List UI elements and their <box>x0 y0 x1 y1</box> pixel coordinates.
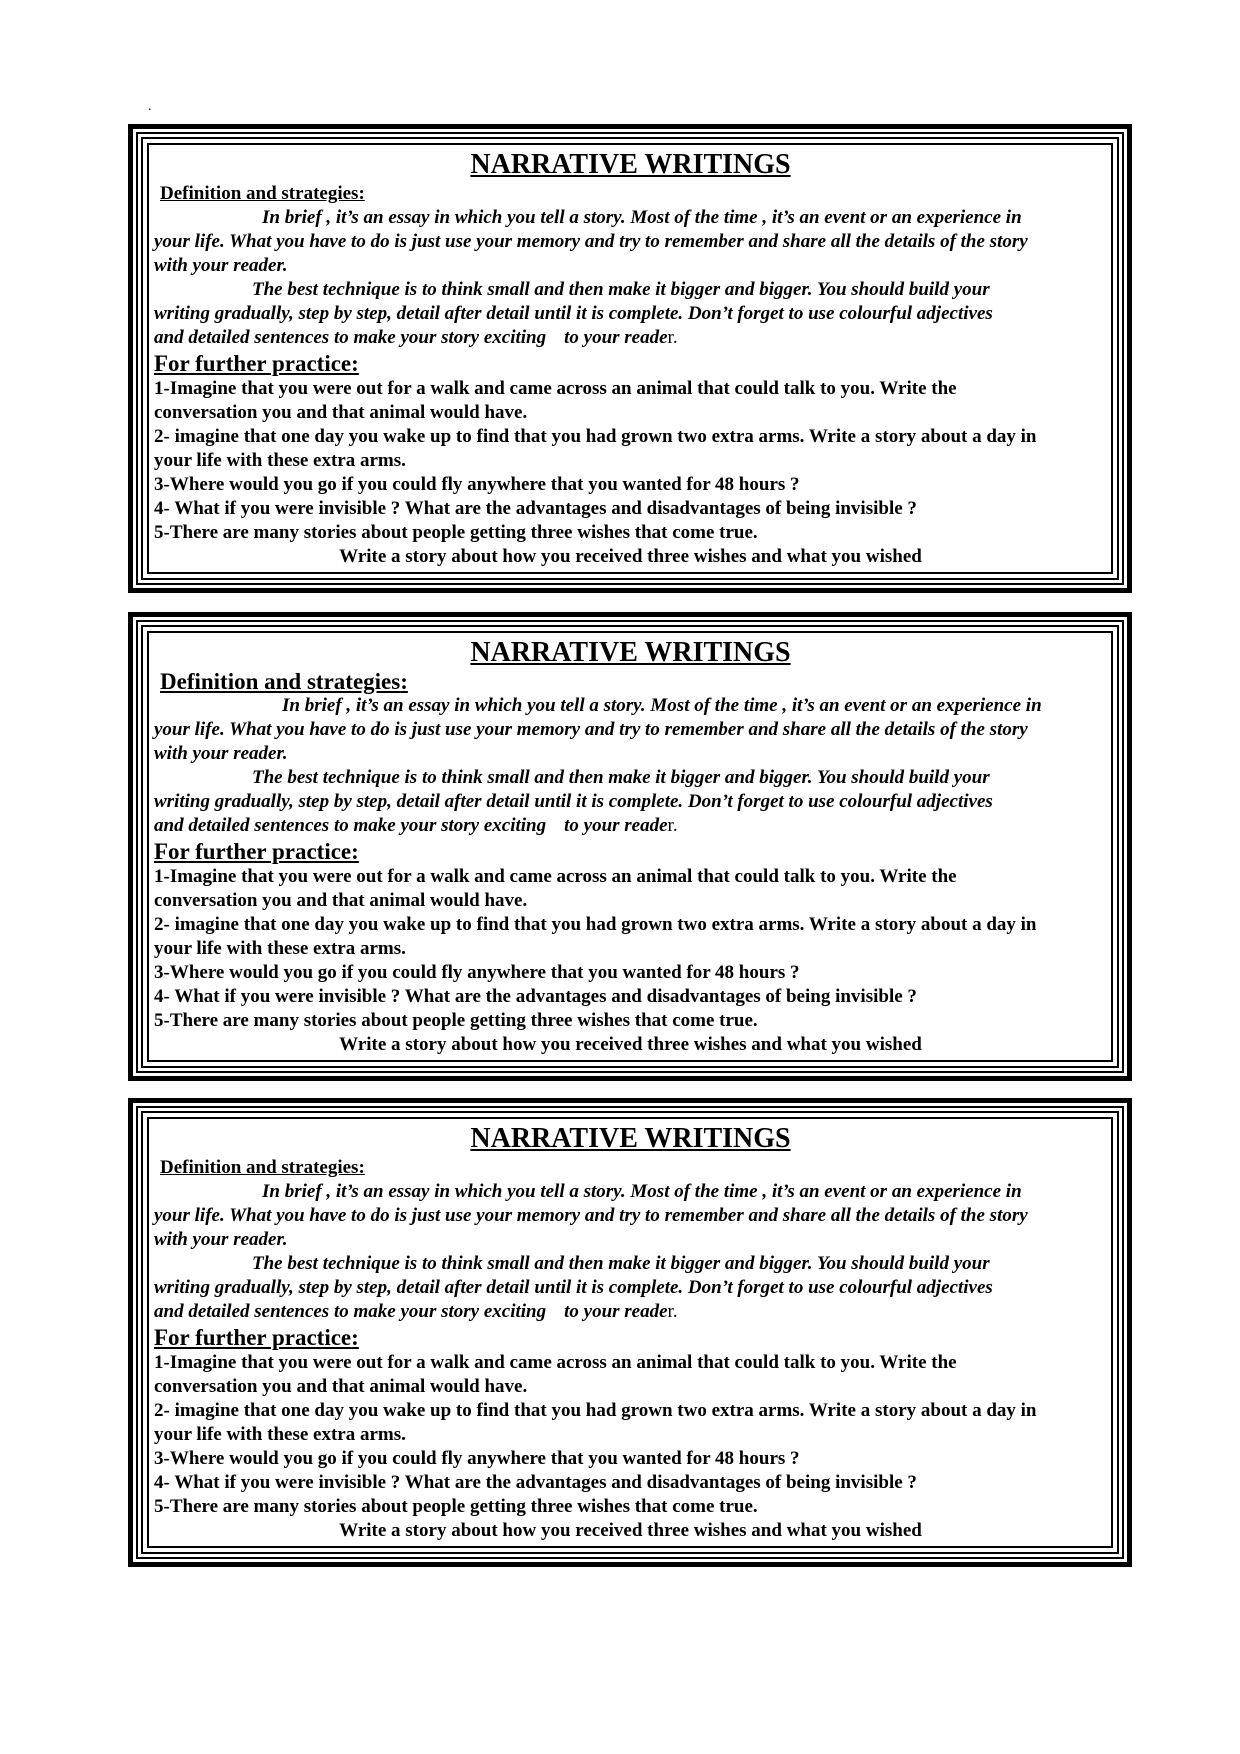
question-5-prompt: Write a story about how you received three wishes and what you wished <box>339 546 922 567</box>
card-title: NARRATIVE WRITINGS <box>470 637 791 668</box>
page-mark: . <box>148 99 152 114</box>
question-list <box>154 377 1107 545</box>
question-5-prompt: Write a story about how you received three wishes and what you wished <box>339 1520 922 1541</box>
practice-heading: For further practice: <box>154 1325 359 1350</box>
question-line: 3-Where would you go if you could fly anywhere that you wanted for 48 hours ? <box>154 474 800 495</box>
question-line: 2- imagine that one day you wake up to find that you had grown two extra arms. Write a story about a day in <box>154 1400 1037 1421</box>
question-line: 3-Where would you go if you could fly anywhere that you wanted for 48 hours ? <box>154 962 800 983</box>
question-line: your life with these extra arms. <box>154 938 406 959</box>
definition-paragraph-1: In brief , it’s an essay in which you tell a story. Most of the time , it’s an event or an experience in your life. What you have to do is just use your memory and try to remember and share all the details of the story with your reader. <box>154 207 1028 276</box>
question-line: 4- What if you were invisible ? What are the advantages and disadvantages of being invisible ? <box>154 1472 917 1493</box>
worksheet-card-1 <box>128 124 1132 593</box>
question-list <box>154 865 1107 1033</box>
question-line: 5-There are many stories about people getting three wishes that come true. <box>154 522 758 543</box>
question-line: your life with these extra arms. <box>154 1424 406 1445</box>
question-line: 4- What if you were invisible ? What are the advantages and disadvantages of being invisible ? <box>154 986 917 1007</box>
card-title: NARRATIVE WRITINGS <box>470 149 791 180</box>
definition-paragraph-1: In brief , it’s an essay in which you tell a story. Most of the time , it’s an event or an experience in your life. What you have to do is just use your memory and try to remember and share all the details of the story with your reader. <box>154 695 1042 764</box>
card-title: NARRATIVE WRITINGS <box>470 1123 791 1154</box>
definition-paragraph-2: The best technique is to think small and then make it bigger and bigger. You should build your writing gradually, step by step, detail after detail until it is complete. Don’t forget to use colourful adjectives and detailed sentences to make your story exciting to your reader. <box>154 767 993 836</box>
question-line: conversation you and that animal would have. <box>154 1376 528 1397</box>
definition-heading: Definition and strategies: <box>160 1157 365 1178</box>
definition-heading: Definition and strategies: <box>160 669 408 694</box>
question-line: 4- What if you were invisible ? What are the advantages and disadvantages of being invisible ? <box>154 498 917 519</box>
question-line: 5-There are many stories about people getting three wishes that come true. <box>154 1010 758 1031</box>
question-line: 1-Imagine that you were out for a walk and came across an animal that could talk to you. Write the <box>154 1352 957 1373</box>
worksheet-card-3 <box>128 1098 1132 1567</box>
definition-heading: Definition and strategies: <box>160 183 365 204</box>
worksheet-card-2 <box>128 612 1132 1081</box>
question-line: 2- imagine that one day you wake up to find that you had grown two extra arms. Write a story about a day in <box>154 426 1037 447</box>
question-5-prompt: Write a story about how you received three wishes and what you wished <box>339 1034 922 1055</box>
question-line: 3-Where would you go if you could fly anywhere that you wanted for 48 hours ? <box>154 1448 800 1469</box>
question-list <box>154 1351 1107 1519</box>
question-line: 1-Imagine that you were out for a walk and came across an animal that could talk to you. Write the <box>154 866 957 887</box>
definition-paragraph-2: The best technique is to think small and then make it bigger and bigger. You should build your writing gradually, step by step, detail after detail until it is complete. Don’t forget to use colourful adjectives and detailed sentences to make your story exciting to your reader. <box>154 279 993 348</box>
definition-paragraph-1: In brief , it’s an essay in which you tell a story. Most of the time , it’s an event or an experience in your life. What you have to do is just use your memory and try to remember and share all the details of the story with your reader. <box>154 1181 1028 1250</box>
practice-heading: For further practice: <box>154 351 359 376</box>
question-line: your life with these extra arms. <box>154 450 406 471</box>
definition-paragraph-2: The best technique is to think small and then make it bigger and bigger. You should build your writing gradually, step by step, detail after detail until it is complete. Don’t forget to use colourful adjectives and detailed sentences to make your story exciting to your reader. <box>154 1253 993 1322</box>
question-line: 2- imagine that one day you wake up to find that you had grown two extra arms. Write a story about a day in <box>154 914 1037 935</box>
question-line: conversation you and that animal would have. <box>154 890 528 911</box>
practice-heading: For further practice: <box>154 839 359 864</box>
question-line: 5-There are many stories about people getting three wishes that come true. <box>154 1496 758 1517</box>
question-line: conversation you and that animal would have. <box>154 402 528 423</box>
question-line: 1-Imagine that you were out for a walk and came across an animal that could talk to you. Write the <box>154 378 957 399</box>
